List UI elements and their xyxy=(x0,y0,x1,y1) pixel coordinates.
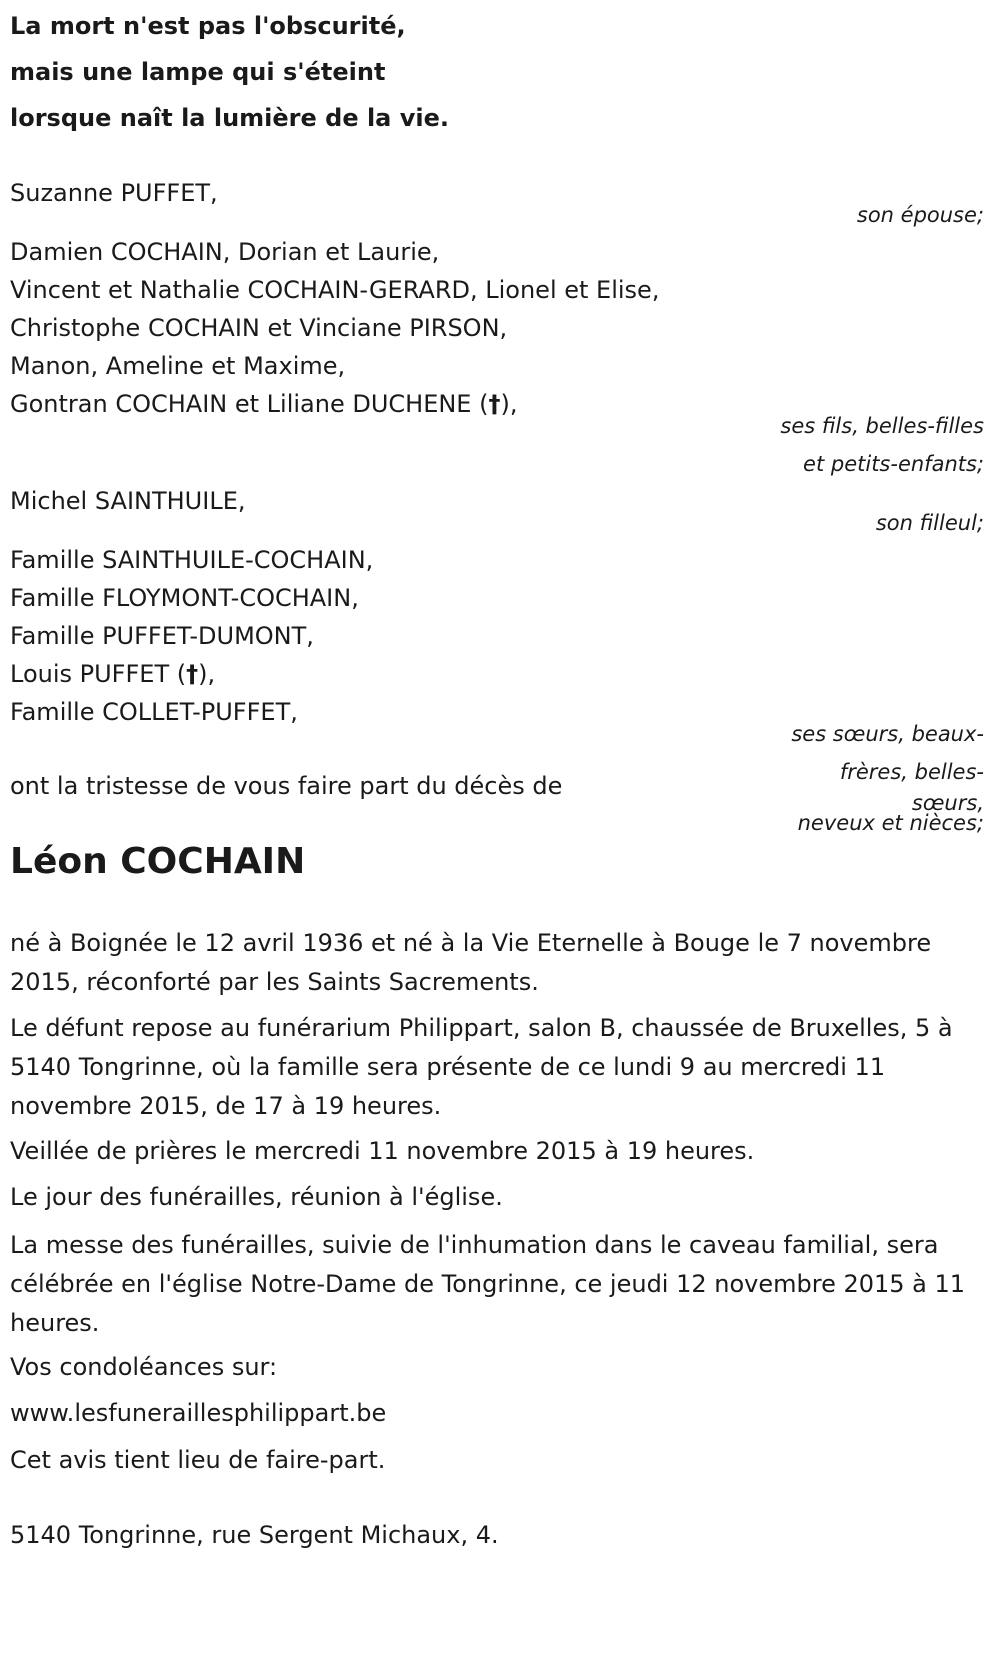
mass-details: La messe des funérailles, suivie de l'inhumation dans le caveau familial, sera célébrée en l'église Notre-Dame de Tongrinne, ce jeudi 12 novembre 2015 à 11 heures. xyxy=(10,1231,966,1337)
children-role-line-2: et petits-enfants; xyxy=(803,452,984,476)
siblings-role-line-2: frères, belles- xyxy=(839,760,984,784)
birth-death-details: né à Boignée le 12 avril 1936 et né à la Vie Eternelle à Bouge le 7 novembre 2015, réconforté par les Saints Sacrements. xyxy=(10,929,932,996)
deceased-name: Léon COCHAIN xyxy=(10,841,306,882)
children-line-3: Christophe COCHAIN et Vinciane PIRSON, xyxy=(10,314,508,342)
funerarium-details: Le défunt repose au funérarium Philippart, salon B, chaussée de Bruxelles, 5 à 5140 Tongrinne, où la famille sera présente de ce lundi 9 au mercredi 11 novembre 2015, de 17 à 19 heures. xyxy=(10,1014,953,1120)
siblings-line-3: Famille PUFFET-DUMONT, xyxy=(10,622,314,650)
gathering-details: Le jour des funérailles, réunion à l'église. xyxy=(10,1183,503,1211)
siblings-line-5: Famille COLLET-PUFFET, xyxy=(10,698,298,726)
announcement: ont la tristesse de vous faire part du décès de xyxy=(10,772,563,800)
cross-icon: † xyxy=(488,390,501,418)
cross-icon: † xyxy=(186,660,199,688)
spouse-name: Suzanne PUFFET, xyxy=(10,179,218,207)
quote-line-2: mais une lampe qui s'éteint xyxy=(10,58,386,86)
children-role-line-1: ses fils, belles-filles xyxy=(780,414,984,438)
godson-role: son filleul; xyxy=(875,511,984,535)
children-line-2: Vincent et Nathalie COCHAIN-GERARD, Lionel et Elise, xyxy=(10,276,660,304)
siblings-line-2: Famille FLOYMONT-COCHAIN, xyxy=(10,584,359,612)
children-line-1: Damien COCHAIN, Dorian et Laurie, xyxy=(10,238,440,266)
spouse-role: son épouse; xyxy=(856,203,984,227)
condolences-label: Vos condoléances sur: xyxy=(10,1353,278,1381)
quote-line-3: lorsque naît la lumière de la vie. xyxy=(10,104,449,132)
siblings-role-line-1: ses sœurs, beaux- xyxy=(791,722,984,746)
siblings-role-line-3: sœurs, xyxy=(911,791,984,815)
children-line-4: Manon, Ameline et Maxime, xyxy=(10,352,346,380)
address: 5140 Tongrinne, rue Sergent Michaux, 4. xyxy=(10,1521,499,1549)
siblings-line-1: Famille SAINTHUILE-COCHAIN, xyxy=(10,546,374,574)
condolences-website-link[interactable]: www.lesfuneraillesphilippart.be xyxy=(10,1399,387,1427)
quote-line-1: La mort n'est pas l'obscurité, xyxy=(10,12,406,40)
siblings-role-line-4: neveux et nièces; xyxy=(797,811,984,835)
siblings-line-4: Louis PUFFET (†), xyxy=(10,660,216,688)
vigil-details: Veillée de prières le mercredi 11 novembre 2015 à 19 heures. xyxy=(10,1137,755,1165)
notice-statement: Cet avis tient lieu de faire-part. xyxy=(10,1446,386,1474)
children-line-5: Gontran COCHAIN et Liliane DUCHENE (†), xyxy=(10,390,518,418)
godson-name: Michel SAINTHUILE, xyxy=(10,487,246,515)
